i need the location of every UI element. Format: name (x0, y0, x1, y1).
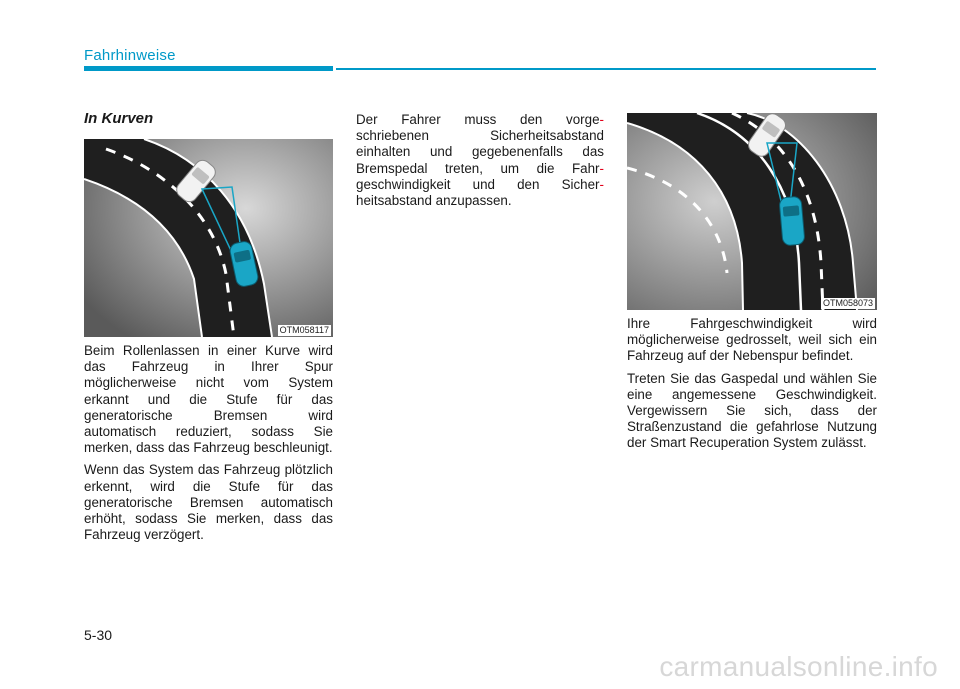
text-line: einhalten und gegebenenfalls das (356, 144, 604, 160)
section-title: Fahrhinweise (84, 47, 176, 64)
header-rule-thin (336, 68, 876, 70)
text-line: Bremspedal treten, um die Fahr (356, 160, 600, 176)
paragraph: Wenn das System das Fahrzeug plötzlich erkennt, wird die Stufe für das generatorische Bremsen automatisch erhöht, sodass Sie merken, dass das Fahrzeug verzögert. (84, 462, 333, 543)
figure-curve-left (84, 139, 333, 337)
text-line: Der Fahrer muss den vorge (356, 112, 600, 127)
hyphen-mark: - (599, 160, 604, 176)
subheading: In Kurven (84, 110, 154, 127)
right-text (627, 316, 877, 458)
text-line: schriebenen Sicherheitsabstand (356, 128, 604, 144)
paragraph: Treten Sie das Gaspedal und wählen Sie eine angemessene Geschwindigkeit. Vergewissern Sie sich, dass der Straßenzustand die gefahrlose Nutzung der Smart Recuperation System zulässt. (627, 370, 877, 451)
paragraph: Beim Rollenlassen in einer Kurve wird das Fahrzeug in Ihrer Spur möglicherweise nicht vom System erkannt und die Stufe für das generatorische Bremsen wird automatisch reduziert, sodass Sie merken, dass das Fahrzeug beschleunigt. (84, 343, 333, 456)
page-number: 5-30 (84, 627, 113, 643)
figure-code: OTM058073 (822, 298, 873, 308)
hyphen-mark: - (599, 112, 604, 127)
text-line: geschwindigkeit und den Sicher (356, 176, 600, 192)
paragraph: Ihre Fahrgeschwindigkeit wird möglicherweise gedrosselt, weil sich ein Fahrzeug auf der Nebenspur befindet. (627, 316, 877, 364)
hyphen-mark: - (599, 176, 604, 192)
middle-text (356, 112, 604, 209)
header-rule-thick (84, 66, 333, 71)
text-line: heitsabstand anzupassen. (356, 193, 512, 209)
figure-curve-right (627, 113, 877, 310)
watermark: carmanualsonline.info (659, 651, 938, 682)
figure-code: OTM058117 (279, 325, 329, 335)
left-text (84, 343, 333, 549)
